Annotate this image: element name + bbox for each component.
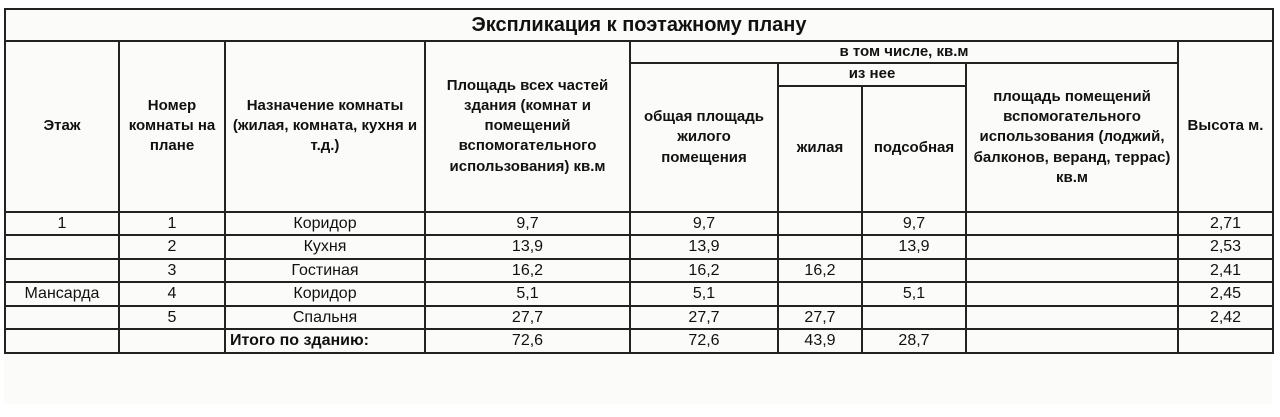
cell-floor (5, 306, 119, 330)
cell-purpose: Коридор (225, 282, 425, 306)
header-purpose: Назначение комнаты (жилая, комната, кухня и т.д.) (225, 41, 425, 212)
cell-room-number: 5 (119, 306, 225, 330)
cell-floor (5, 235, 119, 259)
cell-living-total: 27,7 (630, 306, 778, 330)
cell-height: 2,41 (1178, 259, 1273, 283)
header-living-total: общая площадь жилого помещения (630, 63, 778, 211)
header-living: жилая (778, 86, 862, 212)
cell-aux-use (966, 235, 1178, 259)
total-label: Итого по зданию: (225, 329, 425, 353)
total-living-total: 72,6 (630, 329, 778, 353)
table-row (5, 212, 1273, 236)
total-row (5, 329, 1273, 353)
cell-auxiliary: 5,1 (862, 282, 966, 306)
header-floor: Этаж (5, 41, 119, 212)
cell-living (778, 282, 862, 306)
cell-floor: 1 (5, 212, 119, 236)
cell-auxiliary: 13,9 (862, 235, 966, 259)
total-auxiliary: 28,7 (862, 329, 966, 353)
total-height (1178, 329, 1273, 353)
header-including: в том числе, кв.м (630, 41, 1178, 63)
cell-total-area: 27,7 (425, 306, 630, 330)
cell-living: 16,2 (778, 259, 862, 283)
header-aux-use: площадь помещений вспомогательного использования (лоджий, балконов, веранд, террас) кв.м (966, 63, 1178, 211)
cell-room-number: 4 (119, 282, 225, 306)
cell-living-total: 13,9 (630, 235, 778, 259)
explication-sheet (4, 8, 1272, 404)
cell-purpose: Гостиная (225, 259, 425, 283)
cell-living (778, 235, 862, 259)
cell-total-area: 5,1 (425, 282, 630, 306)
cell-total-area: 13,9 (425, 235, 630, 259)
cell-aux-use (966, 282, 1178, 306)
cell-purpose: Кухня (225, 235, 425, 259)
table-row (5, 306, 1273, 330)
cell-aux-use (966, 212, 1178, 236)
cell-living-total: 16,2 (630, 259, 778, 283)
cell-floor (5, 259, 119, 283)
table-title: Экспликация к поэтажному плану (5, 9, 1273, 41)
cell-height: 2,42 (1178, 306, 1273, 330)
cell-room-number (119, 329, 225, 353)
table-row (5, 282, 1273, 306)
cell-aux-use (966, 259, 1178, 283)
explication-table (4, 8, 1274, 354)
cell-room-number: 1 (119, 212, 225, 236)
cell-height: 2,71 (1178, 212, 1273, 236)
cell-living-total: 9,7 (630, 212, 778, 236)
cell-purpose: Коридор (225, 212, 425, 236)
total-area: 72,6 (425, 329, 630, 353)
cell-living (778, 212, 862, 236)
header-total-area: Площадь всех частей здания (комнат и помещений вспомогательного использования) кв.м (425, 41, 630, 212)
cell-living: 27,7 (778, 306, 862, 330)
cell-total-area: 16,2 (425, 259, 630, 283)
total-aux-use (966, 329, 1178, 353)
table-row (5, 259, 1273, 283)
cell-living-total: 5,1 (630, 282, 778, 306)
table-row (5, 235, 1273, 259)
cell-height: 2,45 (1178, 282, 1273, 306)
cell-height: 2,53 (1178, 235, 1273, 259)
cell-room-number: 3 (119, 259, 225, 283)
total-living: 43,9 (778, 329, 862, 353)
cell-purpose: Спальня (225, 306, 425, 330)
cell-room-number: 2 (119, 235, 225, 259)
header-of-which: из нее (778, 63, 966, 85)
cell-floor (5, 329, 119, 353)
cell-aux-use (966, 306, 1178, 330)
cell-auxiliary (862, 306, 966, 330)
header-room-number: Номер комнаты на плане (119, 41, 225, 212)
cell-auxiliary (862, 259, 966, 283)
header-auxiliary: подсобная (862, 86, 966, 212)
cell-total-area: 9,7 (425, 212, 630, 236)
cell-auxiliary: 9,7 (862, 212, 966, 236)
header-height: Высота м. (1178, 41, 1273, 212)
cell-floor: Мансарда (5, 282, 119, 306)
